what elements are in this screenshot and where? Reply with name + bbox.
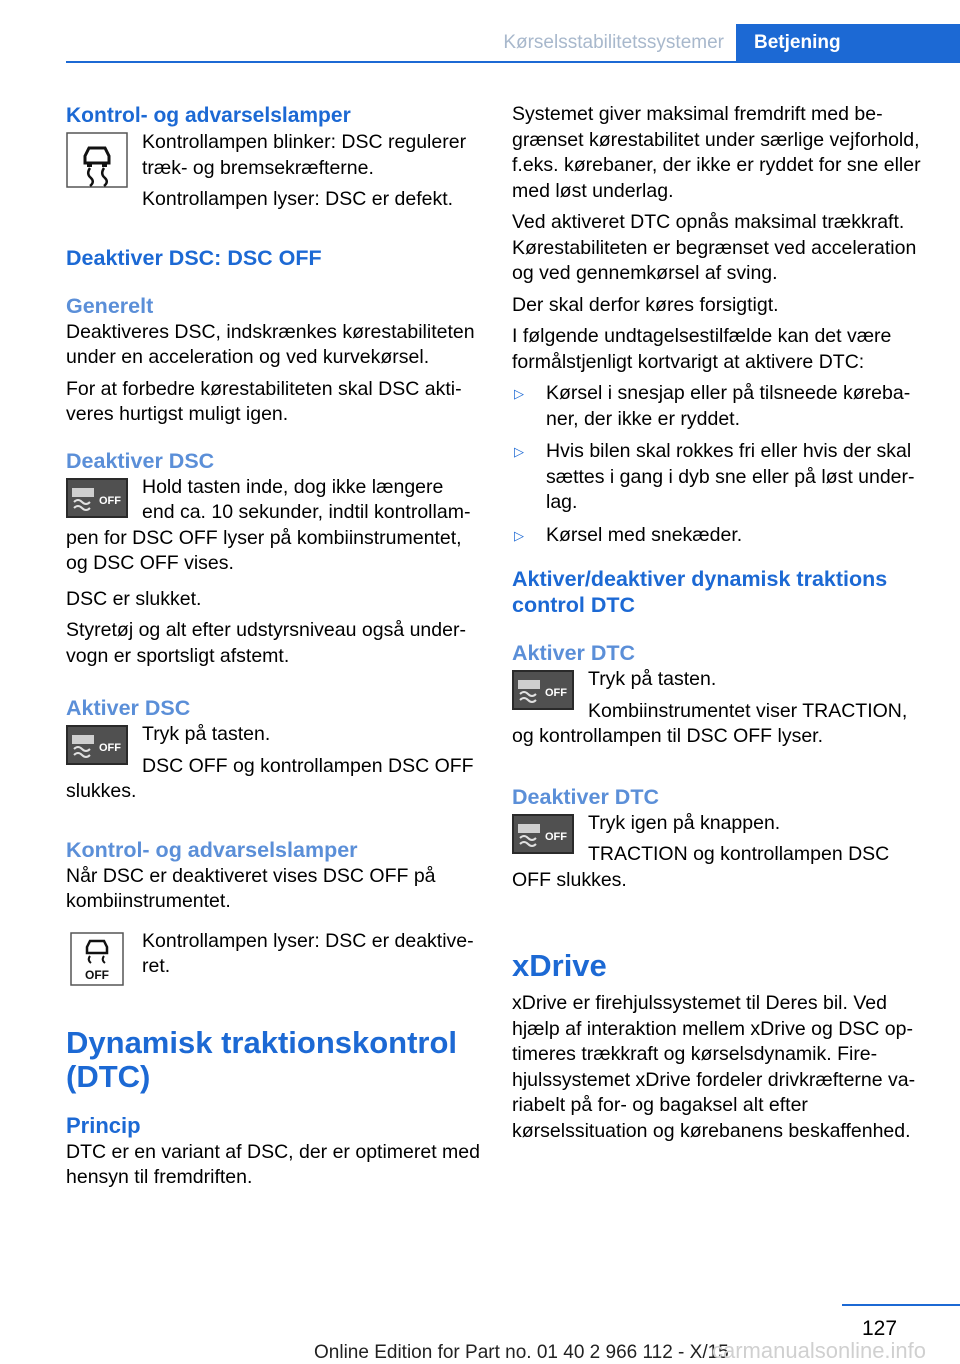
paragraph: Styretøj og alt efter udstyrsniveau også undervogn er sportsligt afstemt. (66, 619, 466, 667)
indicator-heading: Kontrol- og advarselslamper (66, 104, 351, 127)
paragraph: Tryk på tasten. (588, 668, 717, 690)
deactivate-dsc-heading: Deaktiver DSC: DSC OFF (66, 245, 322, 270)
button-label: OFF (545, 830, 567, 843)
triangle-bullet-icon: ▷ (514, 444, 524, 459)
instruction-block (66, 475, 480, 583)
generelt-heading: Generelt (66, 293, 154, 318)
deactivate-dtc-heading: Deaktiver DTC (512, 784, 659, 809)
paragraph: Kontrollampen lyser: DSC er deaktiveret. (142, 929, 474, 977)
paragraph: TRACTION og kontrollampen DSC OFF slukkes. (512, 843, 890, 891)
edition-footer: Online Edition for Part no. 01 40 2 966 112 - X/15 (314, 1342, 729, 1363)
indicator-heading: Kontrol- og advarselslamper (66, 837, 358, 862)
instruction-block (66, 722, 480, 811)
paragraph: Kontrollampen lyser: DSC er defekt. (142, 188, 454, 210)
paragraph: DSC OFF og kontrollampen DSC OFF slukkes. (66, 754, 474, 802)
paragraph: Kombiinstrumentet viser TRACTION, og kontrollampen til DSC OFF lyser. (512, 699, 908, 747)
indicator-block (66, 130, 480, 219)
button-label: OFF (545, 687, 567, 699)
paragraph: For at forbedre kørestabiliteten skal DSC aktiveres hurtigst muligt igen. (66, 377, 462, 425)
list-item: ▷ Hvis bilen skal rokkes fri eller hvis der skal sættes i gang i dyb sne eller på løst underlag. (514, 440, 915, 513)
list-item: ▷ Kørsel i snesjap eller på tilsneede kørebaner, der ikke er ryddet. (514, 382, 911, 430)
paragraph: Tryk på tasten. (142, 723, 271, 745)
paragraph: Når DSC er deaktiveret vises DSC OFF på kombiinstrumentet. (66, 864, 436, 912)
instruction-block (512, 811, 930, 900)
dsc-warning-lamp-icon (66, 132, 128, 188)
xdrive-section-title: xDrive (512, 948, 607, 983)
dsc-off-button-icon (512, 670, 574, 710)
triangle-bullet-icon: ▷ (514, 386, 524, 401)
button-label: OFF (99, 742, 121, 754)
list-item: ▷ Kørsel med snekæder. (512, 523, 930, 549)
dsc-off-button-icon (66, 725, 128, 765)
paragraph: DSC er slukket. (66, 587, 202, 610)
paragraph: Tryk igen på knappen. (588, 811, 781, 834)
dsc-off-button-icon (512, 814, 574, 854)
activate-dsc-heading: Aktiver DSC (66, 696, 191, 720)
paragraph: DTC er en variant af DSC, der er optimeret med hensyn til fremdriften. (66, 1140, 480, 1188)
indicator-block (66, 929, 480, 986)
section-title: Kørselsstabilitetssystemer (503, 32, 724, 53)
bullet-list (512, 381, 930, 548)
dtc-section-title: Dynamisk traktionskontrol (DTC) (66, 1024, 458, 1094)
button-label: OFF (99, 494, 121, 507)
right-column (512, 102, 930, 1150)
princip-heading: Princip (66, 1112, 141, 1138)
chapter-tab[interactable]: Betjening (736, 24, 960, 61)
paragraph: xDrive er firehjulssystemet til Deres bil. Ved hjælp af interaktion mellem xDrive og DSC optimeres trækkraft og kørselsdynamik. Firehjulssystemet xDrive fordeler drivkræfterne variabelt på for- og bagaksel alt efter kørselssituation og kørebanens beskaffenhed. (512, 992, 916, 1142)
triangle-bullet-icon: ▷ (514, 527, 524, 543)
paragraph: Der skal derfor køres forsigtigt. (512, 293, 779, 316)
page-number: 127 (862, 1317, 898, 1340)
paragraph: Kontrollampen blinker: DSC regulerer træk- og bremsekræfterne. (142, 131, 467, 179)
dsc-off-button-icon (66, 478, 128, 518)
paragraph: Systemet giver maksimal fremdrift med begrænset kørestabilitet under særlige vejforhold, f.eks. kørebaner, der ikke er ryddet for sne eller med løst underlag. (512, 103, 921, 202)
lamp-label: OFF (85, 967, 109, 982)
paragraph: Hold tasten inde, dog ikke længere end ca. 10 sekunder, indtil kontrollampen for DSC OFF lyser på kombiinstrumentet, og DSC OFF vises. (66, 475, 471, 574)
left-column (66, 102, 480, 1197)
paragraph: Deaktiveres DSC, indskrænkes kørestabiliteten under en acceleration og ved kurvekørsel. (66, 320, 475, 368)
toggle-dtc-heading: Aktiver/deaktiver dynamisk traktions control DTC (512, 567, 888, 617)
paragraph: I følgende undtagelsestilfælde kan det være formålstjenligt kortvarigt at aktivere DTC: (512, 325, 892, 373)
deactivate-dsc-subheading: Deaktiver DSC (66, 448, 215, 473)
watermark: carmanualsonline.info (712, 1338, 927, 1363)
activate-dtc-heading: Aktiver DTC (512, 641, 636, 665)
paragraph: Ved aktiveret DTC opnås maksimal trækkraft. Kørestabiliteten er begrænset ved acceleration og ved gennemkørsel af sving. (512, 211, 917, 284)
page-number-rule (842, 1304, 960, 1306)
page-header (66, 24, 960, 63)
dsc-off-lamp-icon (66, 932, 128, 986)
instruction-block (512, 667, 930, 756)
